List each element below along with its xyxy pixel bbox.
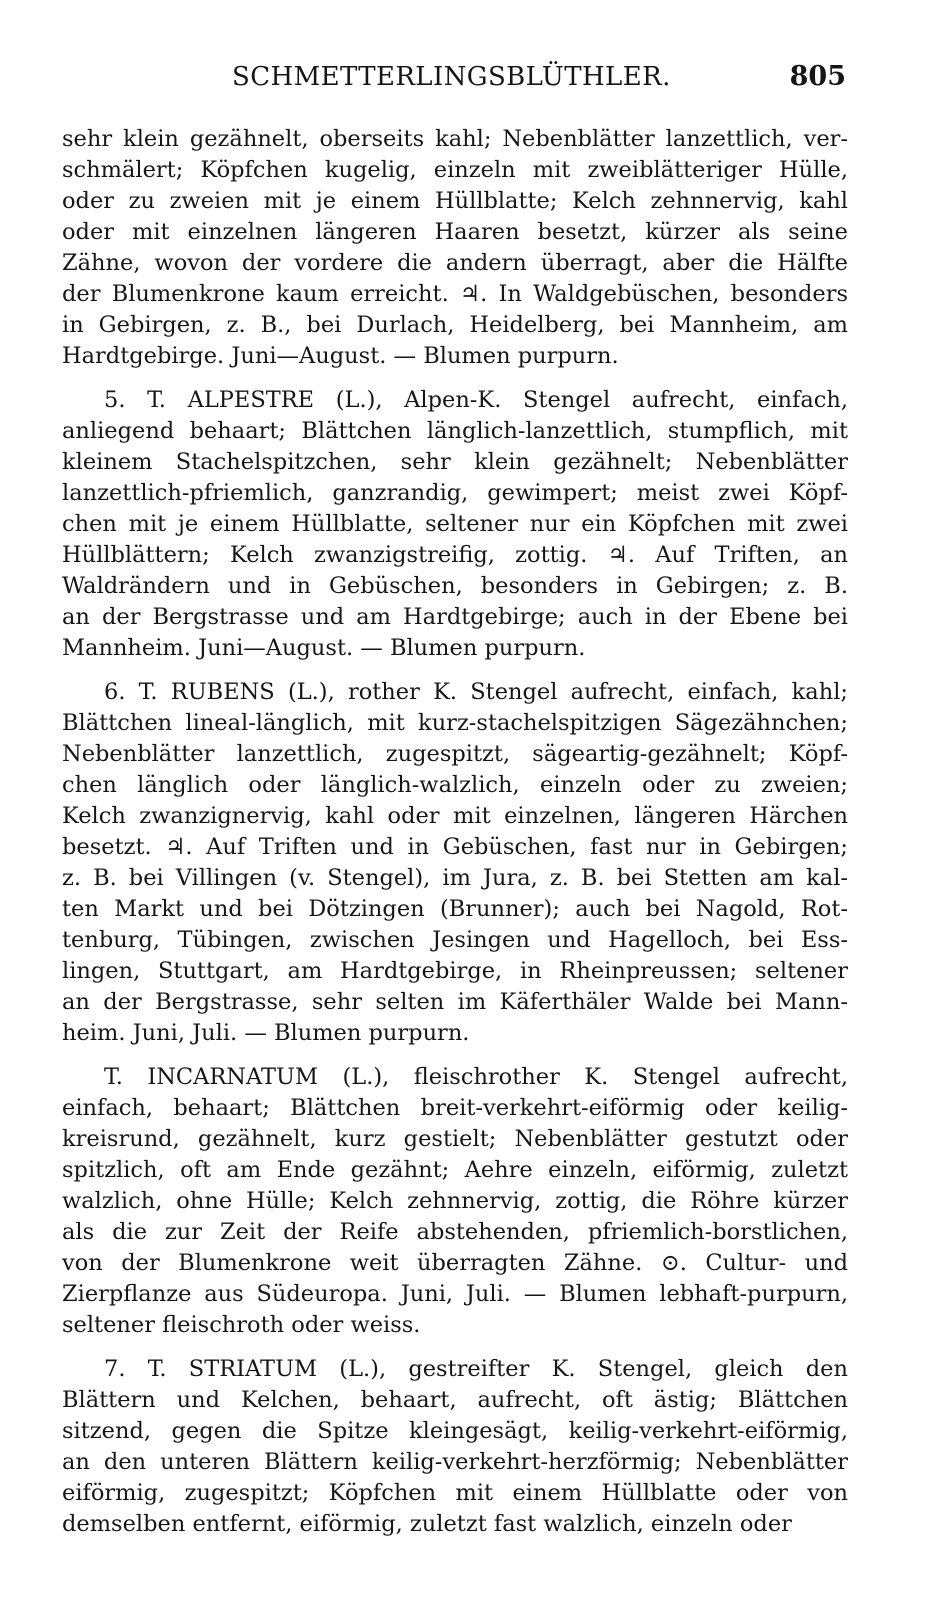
text-body [62,124,848,1540]
text-line: 5. T. ALPESTRE (L.), Alpen-K. Stengel aufrecht, einfach, [104,387,848,413]
paragraph-gap [62,1049,848,1062]
text-line: Nebenblätter lanzettlich, zugespitzt, sägeartig-gezähnelt; Köpf- [62,741,848,767]
text-line: seltener fleischroth oder weiss. [62,1312,421,1338]
text-line: Waldrändern und in Gebüschen, besonders in Gebirgen; z. B. [62,573,848,599]
text-line: T. INCARNATUM (L.), fleischrother K. Stengel aufrecht, [104,1064,848,1090]
text-line: demselben entfernt, eiförmig, zuletzt fast walzlich, einzeln oder [62,1511,792,1537]
text-line: chen mit je einem Hüllblatte, seltener nur ein Köpfchen mit zwei [62,511,848,537]
text-line: in Gebirgen, z. B., bei Durlach, Heidelberg, bei Mannheim, am [62,312,848,338]
text-line: sitzend, gegen die Spitze kleingesägt, keilig-verkehrt-eiförmig, [62,1418,848,1444]
text-line: Mannheim. Juni—August. — Blumen purpurn. [62,635,586,661]
text-line: von der Blumenkrone weit überragten Zähne. ⊙. Cultur- und [62,1250,848,1276]
text-line: kreisrund, gezähnelt, kurz gestielt; Nebenblätter gestutzt oder [62,1126,848,1152]
text-line: schmälert; Köpfchen kugelig, einzeln mit zweiblätteriger Hülle, [62,157,848,183]
text-line: 6. T. RUBENS (L.), rother K. Stengel aufrecht, einfach, kahl; [104,679,848,705]
text-line: an den unteren Blättern keilig-verkehrt-herzförmig; Nebenblätter [62,1449,848,1475]
text-line: eiförmig, zugespitzt; Köpfchen mit einem Hüllblatte oder von [62,1480,848,1506]
text-line: oder zu zweien mit je einem Hüllblatte; Kelch zehnnervig, kahl [62,188,848,214]
text-line: ten Markt und bei Dötzingen (Brunner); auch bei Nagold, Rot- [62,896,848,922]
text-line: der Blumenkrone kaum erreicht. ♃. In Waldgebüschen, besonders [62,281,848,307]
text-line: chen länglich oder länglich-walzlich, einzeln oder zu zweien; [62,772,848,798]
text-line: Kelch zwanzignervig, kahl oder mit einzelnen, längeren Härchen [62,803,848,829]
page-header [0,62,930,92]
paragraph [62,677,848,1049]
text-line: 7. T. STRIATUM (L.), gestreifter K. Stengel, gleich den [104,1356,848,1382]
text-line: Hüllblättern; Kelch zwanzigstreifig, zottig. ♃. Auf Triften, an [62,542,848,568]
text-line: lanzettlich-pfriemlich, ganzrandig, gewimpert; meist zwei Köpf- [62,480,848,506]
paragraph-gap [62,1341,848,1354]
text-line: besetzt. ♃. Auf Triften und in Gebüschen, fast nur in Gebirgen; [62,834,848,860]
paragraph-gap [62,372,848,385]
paragraph [62,1062,848,1341]
paragraph-gap [62,664,848,677]
text-line: spitzlich, oft am Ende gezähnt; Aehre einzeln, eiförmig, zuletzt [62,1157,848,1183]
text-line: walzlich, ohne Hülle; Kelch zehnnervig, zottig, die Röhre kürzer [62,1188,848,1214]
text-line: oder mit einzelnen längeren Haaren besetzt, kürzer als seine [62,219,848,245]
running-title: SCHMETTERLINGSBLÜTHLER. [232,62,671,92]
text-line: an der Bergstrasse und am Hardtgebirge; auch in der Ebene bei [62,604,848,630]
text-line: kleinem Stachelspitzchen, sehr klein gezähnelt; Nebenblätter [62,449,848,475]
text-line: tenburg, Tübingen, zwischen Jesingen und Hagelloch, bei Ess- [62,927,848,953]
text-line: anliegend behaart; Blättchen länglich-lanzettlich, stumpflich, mit [62,418,848,444]
text-line: heim. Juni, Juli. — Blumen purpurn. [62,1020,470,1046]
text-line: einfach, behaart; Blättchen breit-verkehrt-eiförmig oder keilig- [62,1095,848,1121]
text-line: Blättern und Kelchen, behaart, aufrecht, oft ästig; Blättchen [62,1387,848,1413]
text-line: z. B. bei Villingen (v. Stengel), im Jura, z. B. bei Stetten am kal- [62,865,848,891]
text-line: sehr klein gezähnelt, oberseits kahl; Nebenblätter lanzettlich, ver- [62,126,848,152]
text-line: Zähne, wovon der vordere die andern überragt, aber die Hälfte [62,250,848,276]
text-line: lingen, Stuttgart, am Hardtgebirge, in Rheinpreussen; seltener [62,958,848,984]
paragraph [62,124,848,372]
page-number: 805 [789,61,846,92]
text-line: als die zur Zeit der Reife abstehenden, pfriemlich-borstlichen, [62,1219,848,1245]
text-line: Blättchen lineal-länglich, mit kurz-stachelspitzigen Sägezähnchen; [62,710,848,736]
text-line: an der Bergstrasse, sehr selten im Käferthäler Walde bei Mann- [62,989,848,1015]
paragraph [62,1354,848,1540]
text-line: Zierpflanze aus Südeuropa. Juni, Juli. — Blumen lebhaft-purpurn, [62,1281,848,1307]
paragraph [62,385,848,664]
text-line: Hardtgebirge. Juni—August. — Blumen purpurn. [62,343,619,369]
